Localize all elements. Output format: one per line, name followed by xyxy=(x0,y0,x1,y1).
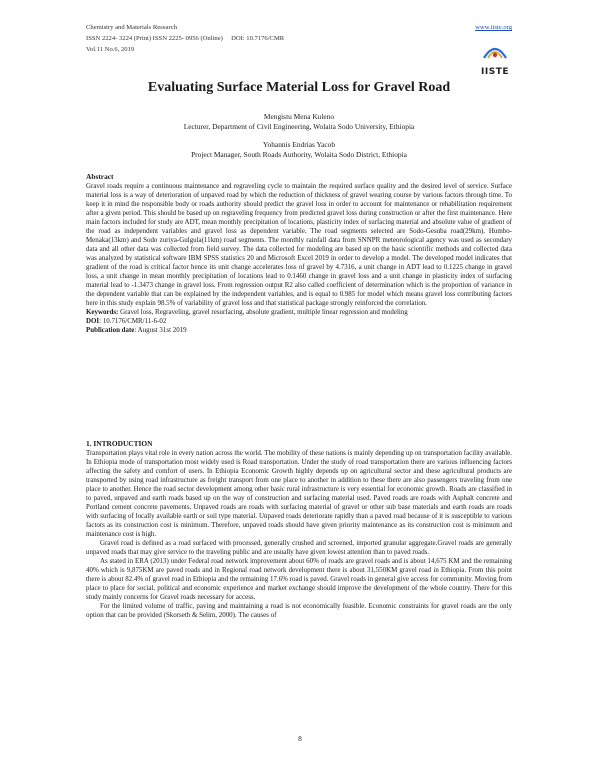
iiste-logo xyxy=(480,40,510,77)
doi-line xyxy=(86,317,512,326)
intro-paragraph: Transportation plays vital role in every nation across the world. The mobility of these nations is mainly depending up on transportation facility available. In Ethiopia mode of transportation most widely used is Road transportation. Under the study of road transportation there are various influencing factors affecting the safety and comfort of users. In Ethiopia Economic Growth highly depends up on agricultural sector and these agricultural products are transported by using road infrastructure as freight transport from one place to another in addition to these there are also passengers traveling from one place to another. Hence the road sector development among other basic rural infrastructure is very essential for economic growth. Roads are classified in to paved, unpaved and earth roads based up on the way of construction and surfacing material used. Paved roads are roads with Asphalt concrete and Portland cement concrete pavements. Unpaved roads are roads with surfacing material of gravel or other sub base materials and earth roads are roads with surfacing of locally available earth or soil type material. Unpaved roads deteriorate rapidly than a paved road because of it is susceptible to various factors as its construction cost is minimum. Therefore, unpaved roads should have given priority maintenance as its construction cost is minimum and maintenance cost is high. xyxy=(86,448,512,538)
volume-issue: Vol.11 No.6, 2019 xyxy=(86,46,135,53)
iiste-logo-icon xyxy=(480,40,510,62)
introduction-section xyxy=(86,439,512,620)
logo-text: IISTE xyxy=(481,67,509,77)
abstract-text: Gravel roads require a continuous maintenance and regraveling cycle to maintain the required surface quality and the desired level of service. Surface material loss is a way of deterioration of unpaved road by which the reduction of thickness of gravel wearing course by various factors through time. To keep it in mind the responsible body or roads authority should predict the gravel loss in order to account for maintenance or rehabilitation requirement after a given period. This should be based up on regraveling frequency from predicted gravel loss during construction or after the first maintenance. Here main factors included for study are ADT, mean monthly precipitation of locations, plasticity index of surfacing material and absolute value of gradient of the road as independent variables and gravel loss as dependent variable. The road segments selected are Sodo-Gesuba road(29km), Humbo-Menaka(13km) and Sodo zuriya-Gulgula(11km) road segments. The monthly rainfall data from SNNPR meteorological agency was used as secondary data and all other data was collected from field survey. The data collected for modeling are based up on the basic scientific methods and collected data was analyzed by statistical software IBM SPSS statistics 20 and Microsoft Excel 2019 in order to develop a model. The developed model indicates that gradient of the road is critical factor hence its unit change accelerates loss of gravel by 4.7316, a unit change in ADT lead to 0.1225 change in gravel loss, a unit change in mean monthly precipitation of locations lead to 0.1460 change in gravel loss and a unit change in plasticity index of surfacing material lead to -1.3473 change in gravel loss. From regression output R2 also called coefficient of determination which is the proportion of variance in the dependent variable that can be explained by the independent variables, and is equal to 0.985 for model which means gravel loss contributing factors here in this study explain 98.5% of variability of gravel loss and that statistical package strongly reinforced the correlation. xyxy=(86,181,512,308)
keywords-label: Keywords: xyxy=(86,308,119,317)
paper-title: Evaluating Surface Material Loss for Gravel Road xyxy=(147,80,451,95)
publication-date-line xyxy=(86,326,512,335)
intro-paragraph: As stated in ERA (2013) under Federal road network improvement about 60% of roads are gravel roads and is about 14,675 KM and the remaining 40% which is 9,875KM are paved roads and in Regional road network development there is about 31,550KM gravel road in Ethiopia. From this point there is about 82.4% of gravel road in Ethiopia and the remaining 17.6% road is paved. Gravel roads in general give access for community. Moving from place to place for social, political and economic experience and market exchange should improve the development of the whole country. There for this study mainly concerns for Gravel roads necessary for access. xyxy=(86,557,512,602)
author-affiliation: Lecturer, Department of Civil Engineering, Wolaita Sodo University, Ethiopia xyxy=(183,122,415,131)
issn-line: ISSN 2224- 3224 (Print) ISSN 2225- 0956 (Online) xyxy=(86,35,223,42)
abstract-section xyxy=(86,172,512,335)
intro-paragraph: Gravel road is defined as a road surfaced with processed, generally crushed and screened, imported granular aggregate.Gravel roads are generally unpaved roads that may give service to the traveling public and are usually have given lowest attention than to paved roads. xyxy=(86,538,512,557)
author-name: Yohannis Endrias Yacob xyxy=(262,140,336,149)
publication-date-label: Publication date xyxy=(86,326,135,335)
journal-doi: DOI: 10.7176/CMR xyxy=(231,35,285,42)
introduction-heading: 1. INTRODUCTION xyxy=(86,439,153,448)
keywords-line xyxy=(86,308,512,317)
doi-label: DOI xyxy=(86,317,100,326)
author-affiliation: Project Manager, South Roads Authority, Wolaita Sodo District, Ethiopia xyxy=(191,150,407,159)
author-name: Mengistu Mena Kuleno xyxy=(263,112,335,121)
intro-paragraph: For the limited volume of traffic, paving and maintaining a road is not economically feasible. Economic constraints for gravel roads are the only option that can be provided (Skorseth & Selim, 2000). The causes of xyxy=(86,602,512,620)
author-block-1 xyxy=(86,112,512,132)
journal-name: Chemistry and Materials Research xyxy=(86,24,178,31)
doi-value: : 10.7176/CMR/11-6-02 xyxy=(99,317,167,326)
keywords-text: Gravel loss, Regraveling, gravel resurfacing, absolute gradient, multiple linear regression and modeling xyxy=(120,308,408,317)
page-number: 8 xyxy=(298,734,302,743)
journal-header xyxy=(86,22,284,55)
author-block-2 xyxy=(86,140,512,160)
website-link[interactable]: www.iiste.org xyxy=(475,24,512,31)
publication-date-value: : August 31st 2019 xyxy=(134,326,187,335)
abstract-heading: Abstract xyxy=(86,172,114,181)
